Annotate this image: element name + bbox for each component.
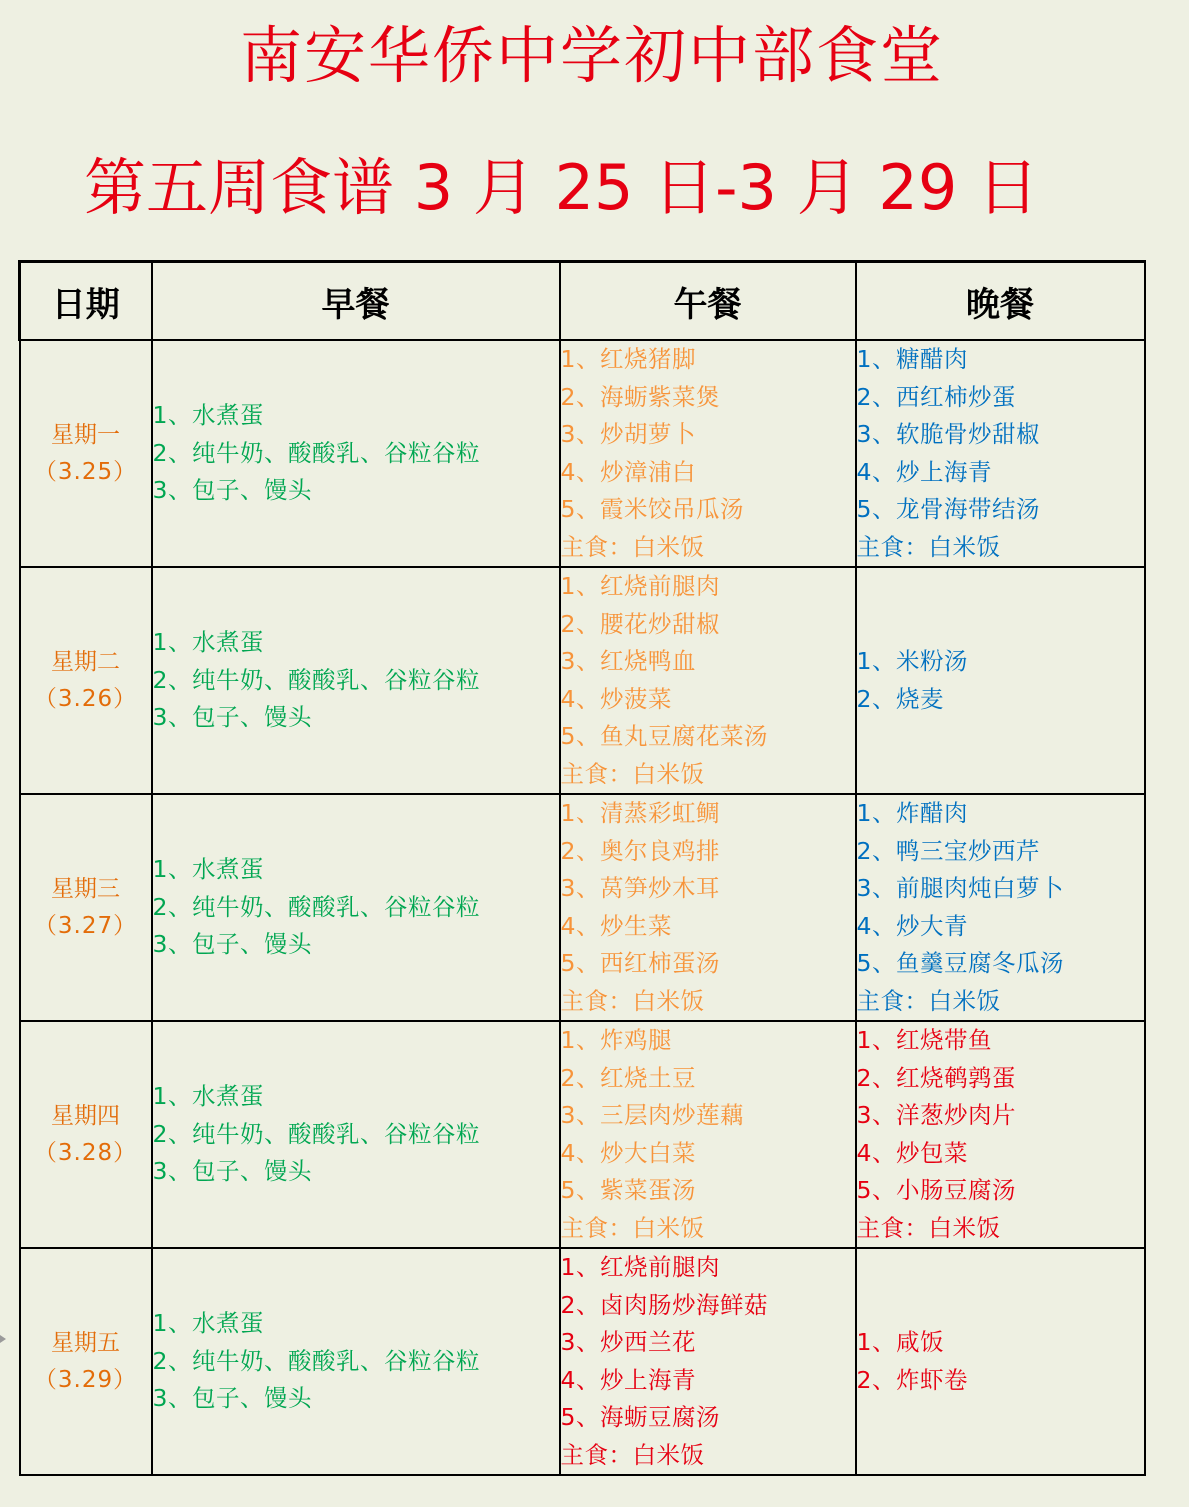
menu-item: 1、水煮蛋 [152, 855, 264, 884]
menu-item: 1、清蒸彩虹鲷 [560, 799, 720, 827]
menu-item: 2、红烧土豆 [560, 1063, 696, 1092]
dinner-cell [856, 340, 1145, 567]
menu-item: 1、水煮蛋 [152, 1309, 264, 1338]
breakfast-cell [152, 340, 560, 567]
menu-item: 3、包子、馒头 [152, 930, 312, 959]
menu-item: 5、小肠豆腐汤 [856, 1176, 1016, 1204]
date-cell [20, 567, 152, 794]
day-row-wednesday [20, 794, 1145, 1021]
menu-item: 1、红烧前腿肉 [560, 1253, 720, 1281]
staple-food: 主食：白米饭 [560, 759, 705, 788]
staple-food: 主食：白米饭 [560, 986, 705, 1015]
day-row-tuesday [20, 567, 1145, 794]
staple-food: 主食：白米饭 [856, 532, 1001, 561]
menu-item: 2、纯牛奶、酸酸乳、谷粒谷粒 [152, 1119, 480, 1148]
menu-item: 2、奥尔良鸡排 [560, 836, 720, 865]
breakfast-cell [152, 567, 560, 794]
staple-food: 主食：白米饭 [560, 1440, 705, 1469]
staple-food: 主食：白米饭 [856, 1213, 1001, 1242]
date-label: （3.27） [33, 912, 138, 939]
staple-food: 主食：白米饭 [560, 1213, 705, 1242]
menu-item: 3、包子、馒头 [152, 476, 312, 505]
weekday-label: 星期四 [51, 1102, 120, 1129]
menu-item: 2、卤肉肠炒海鲜菇 [560, 1290, 768, 1319]
header-lunch: 午餐 [560, 262, 856, 341]
date-cell [20, 340, 152, 567]
menu-item: 5、霞米饺吊瓜汤 [560, 495, 744, 523]
menu-item: 3、红烧鸭血 [560, 647, 696, 675]
date-cell [20, 794, 152, 1021]
header-dinner: 晚餐 [856, 262, 1145, 341]
menu-item: 1、咸饭 [856, 1328, 944, 1356]
page-title: 南安华侨中学初中部食堂 [240, 19, 945, 92]
scroll-marker-icon [0, 1335, 6, 1343]
menu-item: 2、纯牛奶、酸酸乳、谷粒谷粒 [152, 1346, 480, 1375]
menu-item: 1、水煮蛋 [152, 401, 264, 430]
weekday-label: 星期三 [51, 875, 120, 902]
menu-item: 2、纯牛奶、酸酸乳、谷粒谷粒 [152, 892, 480, 921]
staple-food: 主食：白米饭 [560, 532, 705, 561]
menu-item: 4、炒上海青 [560, 1365, 696, 1394]
weekday-label: 星期二 [51, 648, 120, 675]
weekday-label: 星期一 [51, 421, 120, 448]
menu-item: 3、炒胡萝卜 [560, 420, 696, 448]
lunch-cell [560, 1021, 856, 1248]
menu-item: 5、紫菜蛋汤 [560, 1176, 696, 1204]
dinner-cell [856, 794, 1145, 1021]
menu-item: 1、红烧猪脚 [560, 345, 696, 373]
menu-item: 4、炒生菜 [560, 911, 672, 940]
menu-item: 4、炒大白菜 [560, 1138, 696, 1167]
day-row-monday [20, 340, 1145, 567]
menu-item: 1、红烧前腿肉 [560, 572, 720, 600]
menu-item: 2、海蛎紫菜煲 [560, 382, 720, 411]
menu-item: 2、红烧鹌鹑蛋 [856, 1063, 1016, 1092]
date-label: （3.26） [33, 685, 138, 712]
menu-item: 2、腰花炒甜椒 [560, 609, 720, 638]
day-row-thursday [20, 1021, 1145, 1248]
date-cell [20, 1248, 152, 1475]
menu-item: 3、莴笋炒木耳 [560, 874, 720, 902]
header-breakfast: 早餐 [152, 262, 560, 341]
lunch-cell [560, 794, 856, 1021]
menu-item: 3、三层肉炒莲藕 [560, 1101, 744, 1129]
breakfast-cell [152, 1021, 560, 1248]
breakfast-cell [152, 794, 560, 1021]
menu-item: 3、包子、馒头 [152, 1384, 312, 1413]
menu-item: 2、西红柿炒蛋 [856, 382, 1016, 411]
staple-food: 主食：白米饭 [856, 986, 1001, 1015]
menu-item: 4、炒包菜 [856, 1138, 968, 1167]
menu-item: 2、纯牛奶、酸酸乳、谷粒谷粒 [152, 438, 480, 467]
date-cell [20, 1021, 152, 1248]
breakfast-cell [152, 1248, 560, 1475]
menu-item: 2、鸭三宝炒西芹 [856, 836, 1040, 865]
date-label: （3.25） [33, 458, 138, 485]
weekday-label: 星期五 [51, 1329, 120, 1356]
menu-item: 5、鱼羹豆腐冬瓜汤 [856, 949, 1064, 977]
menu-item: 1、水煮蛋 [152, 1082, 264, 1111]
header-row [20, 262, 1145, 341]
menu-item: 3、前腿肉炖白萝卜 [856, 874, 1064, 902]
lunch-cell [560, 340, 856, 567]
menu-item: 4、炒上海青 [856, 457, 992, 486]
menu-item: 2、烧麦 [856, 684, 944, 713]
menu-item: 3、洋葱炒肉片 [856, 1101, 1016, 1129]
page-subtitle: 第五周食谱 3 月 25 日-3 月 29 日 [84, 151, 1040, 224]
lunch-cell [560, 1248, 856, 1475]
menu-item: 1、红烧带鱼 [856, 1026, 992, 1054]
menu-item: 2、纯牛奶、酸酸乳、谷粒谷粒 [152, 665, 480, 694]
menu-item: 4、炒大青 [856, 911, 968, 940]
menu-item: 3、包子、馒头 [152, 703, 312, 732]
menu-item: 5、鱼丸豆腐花菜汤 [560, 722, 768, 750]
lunch-cell [560, 567, 856, 794]
menu-item: 1、米粉汤 [856, 647, 968, 675]
dinner-cell [856, 1021, 1145, 1248]
menu-item: 5、海蛎豆腐汤 [560, 1403, 720, 1431]
menu-item: 3、炒西兰花 [560, 1328, 696, 1356]
menu-item: 3、软脆骨炒甜椒 [856, 420, 1040, 448]
date-label: （3.29） [33, 1366, 138, 1393]
menu-item: 1、炸醋肉 [856, 799, 968, 827]
day-row-friday [20, 1248, 1145, 1475]
menu-item: 4、炒漳浦白 [560, 457, 696, 486]
menu-item: 5、西红柿蛋汤 [560, 949, 720, 977]
menu-item: 5、龙骨海带结汤 [856, 495, 1040, 523]
date-label: （3.28） [33, 1139, 138, 1166]
menu-item: 4、炒菠菜 [560, 684, 672, 713]
header-date: 日期 [20, 262, 152, 341]
menu-item: 1、炸鸡腿 [560, 1026, 672, 1054]
dinner-cell [856, 567, 1145, 794]
menu-item: 1、水煮蛋 [152, 628, 264, 657]
menu-item: 1、糖醋肉 [856, 345, 968, 373]
menu-item: 2、炸虾卷 [856, 1365, 968, 1394]
menu-table [18, 260, 1146, 1476]
dinner-cell [856, 1248, 1145, 1475]
menu-item: 3、包子、馒头 [152, 1157, 312, 1186]
